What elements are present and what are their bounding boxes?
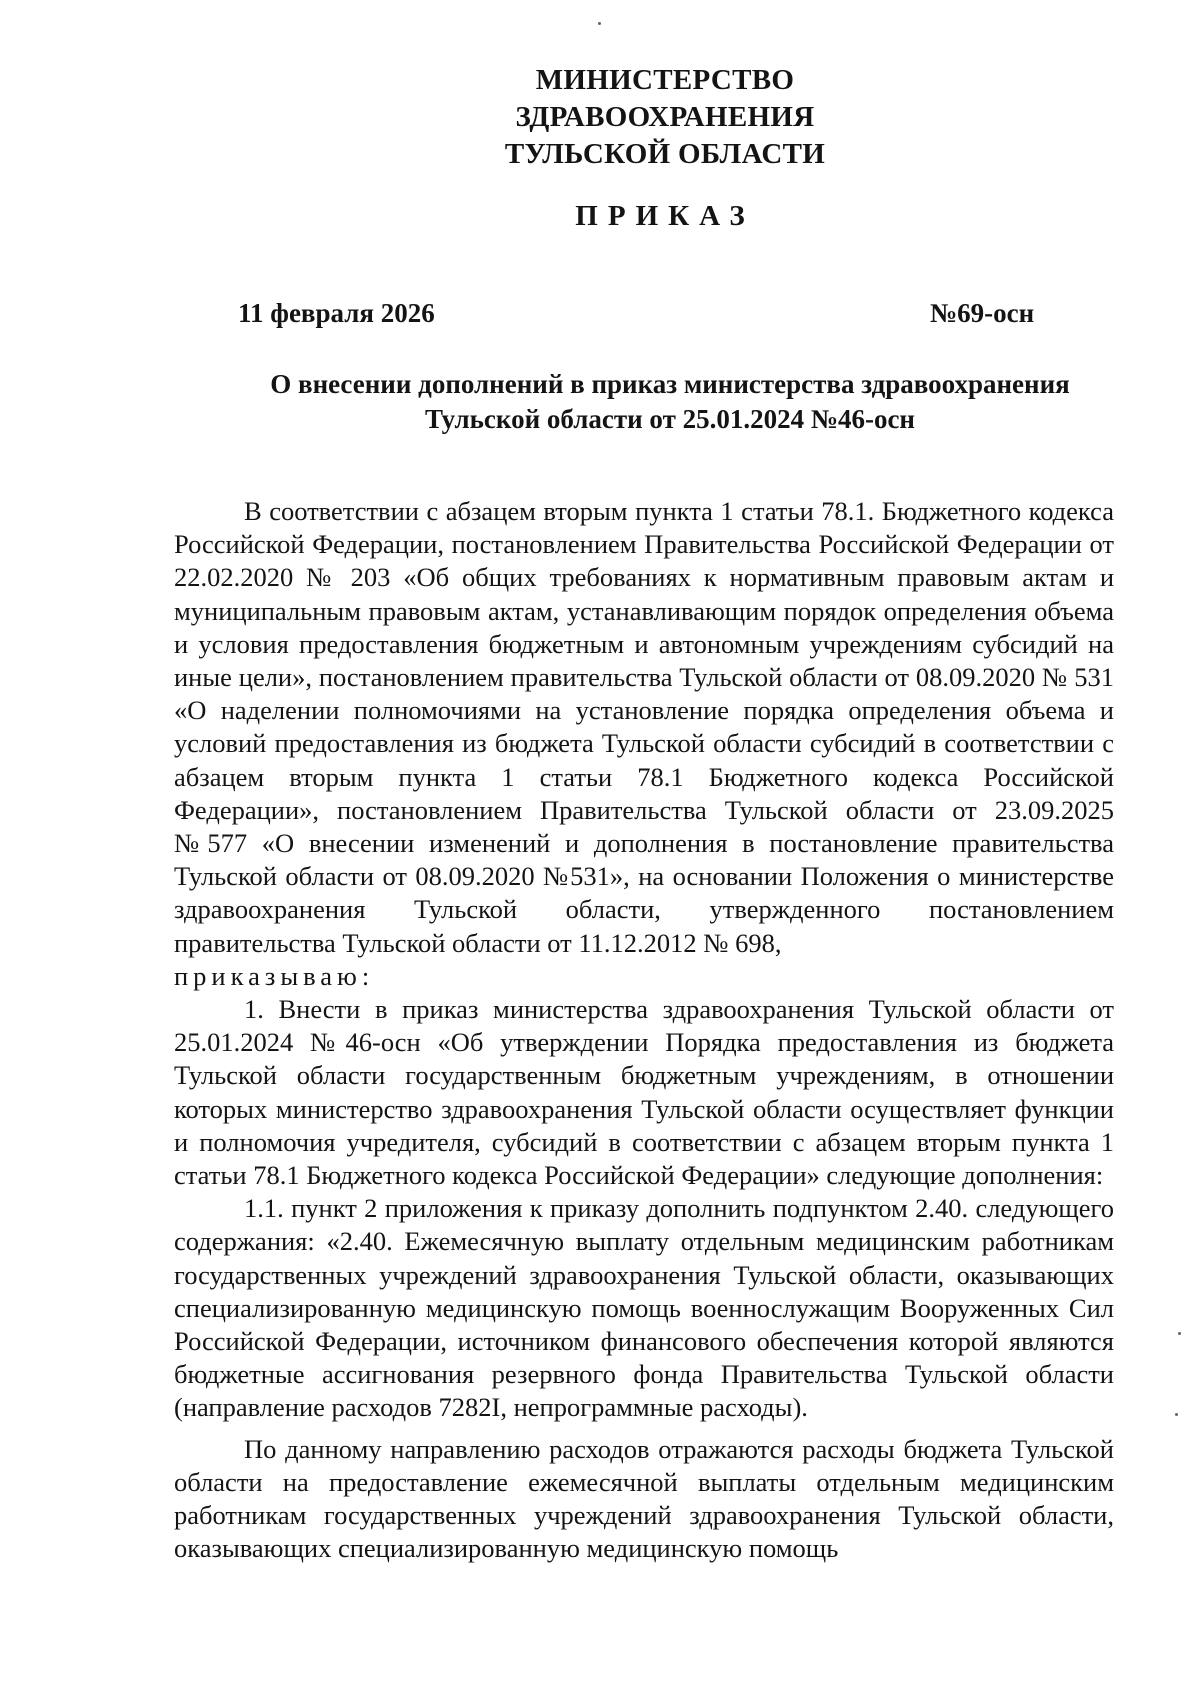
- item-1-1-paragraph: 1.1. пункт 2 приложения к приказу дополнить подпунктом 2.40. следующего содержания: «2.40. Ежемесячную выплату отдельным медицинским работникам государственных учреждений здравоохранения Тульской области, оказывающих специализированную медицинскую помощь военнослужащим Вооруженных Сил Российской Федерации, источником финансового обеспечения которой являются бюджетные ассигнования резервного фонда Правительства Тульской области (направление расходов 7282I, непрограммные расходы).: [174, 1193, 1114, 1423]
- order-word: приказываю:: [174, 960, 375, 991]
- order-date: 11 февраля 2026: [238, 298, 435, 328]
- preamble-text: В соответствии с абзацем вторым пункта 1 статьи 78.1. Бюджетного кодекса Российской Федерации, постановлением Правительства Российской Федерации от 22.02.2020 № 203 «Об общих требованиях к нормативным правовым актам и муниципальным правовым актам, устанавливающим порядок определения объема и условия предоставления бюджетным и автономным учреждениям субсидий на иные цели», постановлением правительства Тульской области от 08.09.2020 № 531 «О наделении полномочиями на установление порядка определения объема и условий предоставления из бюджета Тульской области субсидий в соответствии с абзацем вторым пункта 1 статьи 78.1 Бюджетного кодекса Российской Федерации», постановлением Правительства Тульской области от 23.09.2025 №577 «О внесении изменений и дополнения в постановление правительства Тульской области от 08.09.2020 №531», на основании Положения о министерстве здравоохранения Тульской области, утвержденного постановлением правительства Тульской области от 11.12.2012 № 698,: [174, 496, 1114, 958]
- order-body: [174, 495, 1114, 1566]
- ministry-line: МИНИСТЕРСТВО: [535, 64, 795, 96]
- order-subject: [170, 367, 1170, 437]
- last-paragraph: По данному направлению расходов отражаются расходы бюджета Тульской области на предоставление ежемесячной выплаты отдельным медицинским работникам государственных учреждений здравоохранения Тульской области, оказывающих специализированную медицинскую помощь: [174, 1433, 1114, 1564]
- ministry-line: ТУЛЬСКОЙ ОБЛАСТИ: [504, 138, 826, 170]
- ministry-header: [420, 62, 910, 173]
- preamble-paragraph: [174, 495, 1114, 993]
- scan-speck: [598, 22, 601, 25]
- subject-line: О внесении дополнений в приказ министерства здравоохранения: [270, 369, 1070, 399]
- ministry-line: ЗДРАВООХРАНЕНИЯ: [515, 101, 815, 133]
- order-number: №69-осн: [930, 298, 1035, 328]
- scan-speck: [1175, 1413, 1178, 1416]
- document-type-title: ПРИКАЗ: [575, 200, 755, 232]
- subject-line: Тульской области от 25.01.2024 №46-осн: [424, 404, 915, 434]
- item-1-paragraph: 1. Внести в приказ министерства здравоохранения Тульской области от 25.01.2024 №46-осн «Об утверждении Порядка предоставления из бюджета Тульской области государственным бюджетным учреждениям, в отношении которых министерство здравоохранения Тульской области осуществляет функции и полномочия учредителя, субсидий в соответствии с абзацем вторым пункта 1 статьи 78.1 Бюджетного кодекса Российской Федерации» следующие дополнения:: [174, 994, 1114, 1191]
- scan-speck: [1178, 1332, 1181, 1335]
